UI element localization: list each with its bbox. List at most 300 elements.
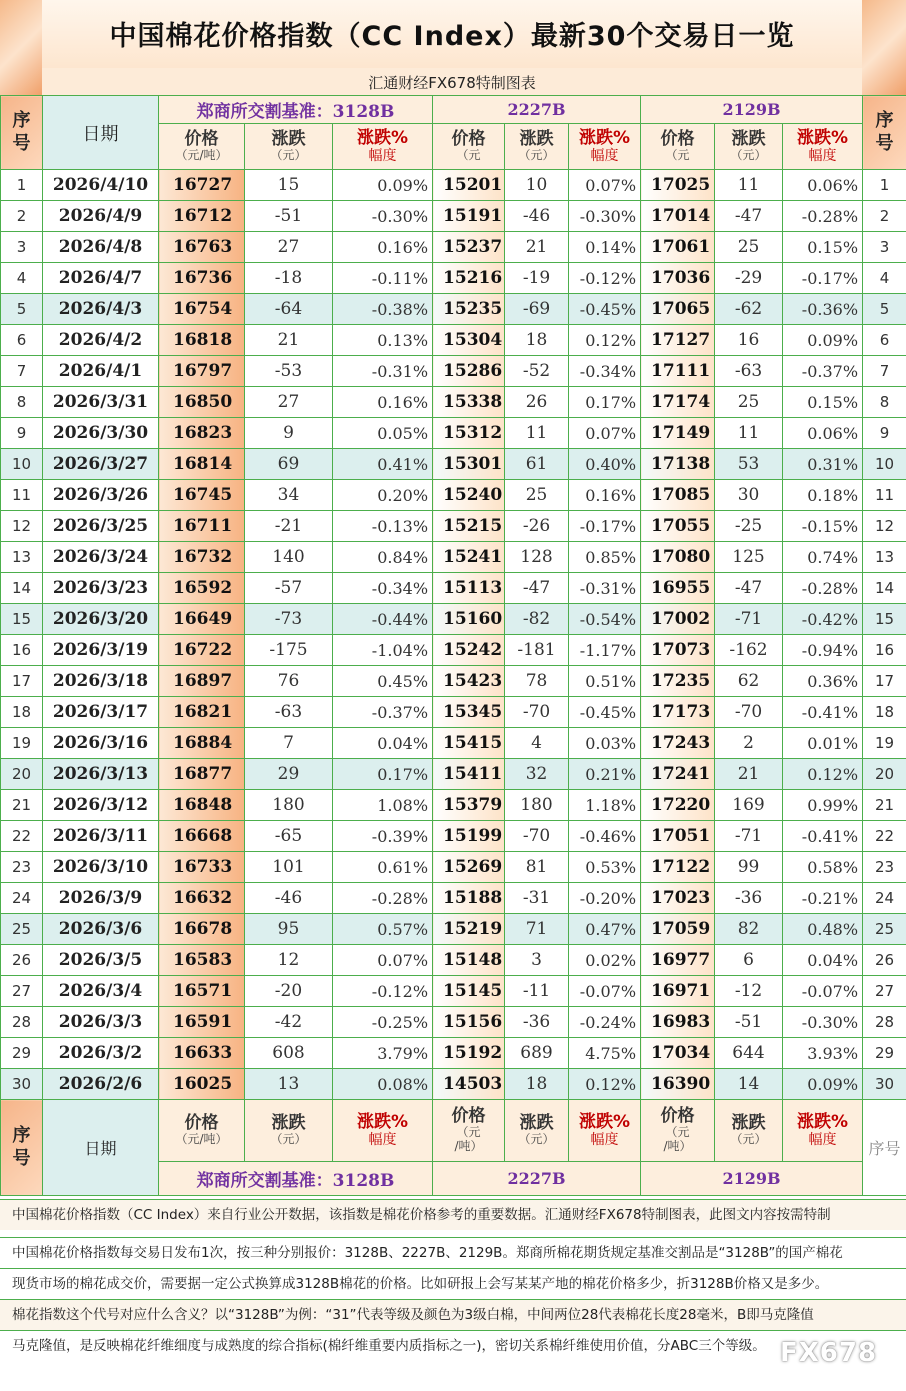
pct-2129b: 0.04% — [783, 945, 863, 976]
change-2227b: 3 — [505, 945, 569, 976]
price-2227b: 15160 — [433, 604, 505, 635]
change-2129b: -29 — [715, 263, 783, 294]
page-title: 中国棉花价格指数（CC Index）最新30个交易日一览 — [109, 21, 795, 52]
price-2129b: 17127 — [641, 325, 715, 356]
pct-3128b: 0.16% — [333, 232, 433, 263]
row-date: 2026/3/12 — [43, 790, 159, 821]
change-2129b: 82 — [715, 914, 783, 945]
change-3128b: 12 — [245, 945, 333, 976]
price-3128b: 16649 — [159, 604, 245, 635]
pct-2129b: -0.41% — [783, 821, 863, 852]
cotton-index-table — [0, 95, 906, 1196]
footer-seq-right: 序号 — [863, 1100, 906, 1196]
pct-2129b: 0.31% — [783, 449, 863, 480]
change-2129b: 21 — [715, 759, 783, 790]
price-3128b: 16583 — [159, 945, 245, 976]
footer-price-2129b: 价格 （元 /吨） — [641, 1100, 715, 1162]
price-2129b: 17241 — [641, 759, 715, 790]
group-header-2129b: 2129B — [641, 96, 863, 124]
pct-3128b: -0.44% — [333, 604, 433, 635]
change-2227b: 25 — [505, 480, 569, 511]
row-seq-right: 30 — [863, 1069, 906, 1100]
row-seq-right: 2 — [863, 201, 906, 232]
price-2129b: 17173 — [641, 697, 715, 728]
change-3128b: 69 — [245, 449, 333, 480]
price-3128b: 16797 — [159, 356, 245, 387]
header-date: 日期 — [43, 96, 159, 170]
pct-3128b: -0.31% — [333, 356, 433, 387]
change-2129b: 644 — [715, 1038, 783, 1069]
change-2227b: 128 — [505, 542, 569, 573]
row-date: 2026/3/27 — [43, 449, 159, 480]
header-change-2227b: 涨跌 （元） — [505, 124, 569, 170]
price-2129b: 17023 — [641, 883, 715, 914]
row-seq: 30 — [1, 1069, 43, 1100]
change-3128b: 7 — [245, 728, 333, 759]
row-date: 2026/4/2 — [43, 325, 159, 356]
change-3128b: 27 — [245, 232, 333, 263]
table-row — [1, 573, 906, 604]
price-2129b: 17220 — [641, 790, 715, 821]
row-seq: 28 — [1, 1007, 43, 1038]
change-2129b: 14 — [715, 1069, 783, 1100]
pct-2129b: -0.30% — [783, 1007, 863, 1038]
price-3128b: 16722 — [159, 635, 245, 666]
pct-3128b: -0.11% — [333, 263, 433, 294]
footer-change-2129b: 涨跌 （元） — [715, 1100, 783, 1162]
price-2129b: 17149 — [641, 418, 715, 449]
pct-2129b: -0.28% — [783, 201, 863, 232]
change-2129b: 11 — [715, 170, 783, 201]
change-2227b: 11 — [505, 418, 569, 449]
footer-group-3128b: 郑商所交割基准：3128B — [159, 1162, 433, 1196]
pct-2227b: 0.14% — [569, 232, 641, 263]
change-2129b: -25 — [715, 511, 783, 542]
price-2227b: 15242 — [433, 635, 505, 666]
row-date: 2026/3/24 — [43, 542, 159, 573]
row-seq-right: 17 — [863, 666, 906, 697]
change-3128b: -46 — [245, 883, 333, 914]
row-seq-right: 22 — [863, 821, 906, 852]
price-2227b: 15415 — [433, 728, 505, 759]
pct-3128b: 0.45% — [333, 666, 433, 697]
change-2129b: -162 — [715, 635, 783, 666]
price-3128b: 16884 — [159, 728, 245, 759]
change-2129b: 11 — [715, 418, 783, 449]
price-2129b: 17065 — [641, 294, 715, 325]
price-2227b: 15215 — [433, 511, 505, 542]
price-2129b: 17061 — [641, 232, 715, 263]
row-date: 2026/4/7 — [43, 263, 159, 294]
table-row — [1, 356, 906, 387]
change-3128b: -63 — [245, 697, 333, 728]
table-row — [1, 294, 906, 325]
change-3128b: 21 — [245, 325, 333, 356]
row-seq-right: 15 — [863, 604, 906, 635]
group-header-2227b: 2227B — [433, 96, 641, 124]
row-seq-right: 13 — [863, 542, 906, 573]
pct-2227b: -0.45% — [569, 294, 641, 325]
price-3128b: 16763 — [159, 232, 245, 263]
row-date: 2026/3/26 — [43, 480, 159, 511]
pct-2129b: 0.58% — [783, 852, 863, 883]
pct-3128b: -0.28% — [333, 883, 433, 914]
row-seq: 4 — [1, 263, 43, 294]
row-seq: 25 — [1, 914, 43, 945]
row-seq-right: 23 — [863, 852, 906, 883]
price-2227b: 15411 — [433, 759, 505, 790]
price-2129b: 16983 — [641, 1007, 715, 1038]
price-2227b: 15216 — [433, 263, 505, 294]
row-seq: 13 — [1, 542, 43, 573]
row-date: 2026/3/18 — [43, 666, 159, 697]
pct-2227b: -1.17% — [569, 635, 641, 666]
price-2227b: 15156 — [433, 1007, 505, 1038]
price-2129b: 17051 — [641, 821, 715, 852]
price-2227b: 15145 — [433, 976, 505, 1007]
pct-3128b: 0.84% — [333, 542, 433, 573]
change-3128b: -51 — [245, 201, 333, 232]
footer-pct-2227b: 涨跌% 幅度 — [569, 1100, 641, 1162]
row-seq: 11 — [1, 480, 43, 511]
footer-pct-2129b: 涨跌% 幅度 — [783, 1100, 863, 1162]
price-2129b: 17034 — [641, 1038, 715, 1069]
change-2129b: 6 — [715, 945, 783, 976]
row-seq-right: 3 — [863, 232, 906, 263]
pct-2129b: -0.42% — [783, 604, 863, 635]
change-2227b: -19 — [505, 263, 569, 294]
change-3128b: 29 — [245, 759, 333, 790]
pct-2227b: -0.45% — [569, 697, 641, 728]
change-2129b: 25 — [715, 387, 783, 418]
price-2227b: 15345 — [433, 697, 505, 728]
price-2227b: 15113 — [433, 573, 505, 604]
row-seq: 10 — [1, 449, 43, 480]
change-2227b: 180 — [505, 790, 569, 821]
table-row — [1, 976, 906, 1007]
subtitle-area — [42, 68, 862, 95]
row-seq: 3 — [1, 232, 43, 263]
price-2227b: 15201 — [433, 170, 505, 201]
change-3128b: 95 — [245, 914, 333, 945]
table-row — [1, 263, 906, 294]
pct-3128b: -0.25% — [333, 1007, 433, 1038]
price-3128b: 16818 — [159, 325, 245, 356]
pct-2129b: -0.28% — [783, 573, 863, 604]
change-3128b: -18 — [245, 263, 333, 294]
price-3128b: 16821 — [159, 697, 245, 728]
pct-2227b: 0.12% — [569, 1069, 641, 1100]
change-2129b: -71 — [715, 821, 783, 852]
price-3128b: 16754 — [159, 294, 245, 325]
pct-3128b: 0.16% — [333, 387, 433, 418]
row-seq: 19 — [1, 728, 43, 759]
change-2227b: -11 — [505, 976, 569, 1007]
price-2129b: 17036 — [641, 263, 715, 294]
pct-2129b: 0.18% — [783, 480, 863, 511]
pct-2227b: 0.51% — [569, 666, 641, 697]
price-2129b: 17235 — [641, 666, 715, 697]
row-date: 2026/3/4 — [43, 976, 159, 1007]
change-3128b: 9 — [245, 418, 333, 449]
pct-2129b: 0.09% — [783, 1069, 863, 1100]
change-2227b: -52 — [505, 356, 569, 387]
change-2227b: 61 — [505, 449, 569, 480]
row-date: 2026/4/1 — [43, 356, 159, 387]
pct-2129b: 0.15% — [783, 387, 863, 418]
price-3128b: 16877 — [159, 759, 245, 790]
change-2227b: 71 — [505, 914, 569, 945]
table-row — [1, 511, 906, 542]
footer-note-1: 中国棉花价格指数（CC Index）来自行业公开数据，该指数是棉花价格参考的重要数据。汇通财经FX678特制图表，此图文内容按需特制 — [0, 1199, 906, 1230]
price-3128b: 16592 — [159, 573, 245, 604]
row-seq-right: 5 — [863, 294, 906, 325]
table-row — [1, 170, 906, 201]
price-2129b: 17122 — [641, 852, 715, 883]
price-3128b: 16727 — [159, 170, 245, 201]
pct-2129b: 0.36% — [783, 666, 863, 697]
change-2227b: -69 — [505, 294, 569, 325]
table-row — [1, 666, 906, 697]
pct-2227b: 0.40% — [569, 449, 641, 480]
pct-3128b: 3.79% — [333, 1038, 433, 1069]
corner-decoration-left — [0, 0, 42, 95]
change-2129b: 125 — [715, 542, 783, 573]
price-2129b: 16977 — [641, 945, 715, 976]
change-2129b: -71 — [715, 604, 783, 635]
row-seq: 17 — [1, 666, 43, 697]
row-seq-right: 4 — [863, 263, 906, 294]
price-3128b: 16633 — [159, 1038, 245, 1069]
price-2129b: 16390 — [641, 1069, 715, 1100]
change-2129b: -62 — [715, 294, 783, 325]
row-seq: 26 — [1, 945, 43, 976]
header-pct-2129b: 涨跌% 幅度 — [783, 124, 863, 170]
header-price-2129b: 价格 （元 — [641, 124, 715, 170]
row-seq-right: 16 — [863, 635, 906, 666]
row-date: 2026/4/8 — [43, 232, 159, 263]
pct-2227b: 0.85% — [569, 542, 641, 573]
pct-2227b: 4.75% — [569, 1038, 641, 1069]
pct-2227b: 0.02% — [569, 945, 641, 976]
pct-3128b: -0.39% — [333, 821, 433, 852]
price-2129b: 17073 — [641, 635, 715, 666]
row-date: 2026/3/23 — [43, 573, 159, 604]
price-3128b: 16668 — [159, 821, 245, 852]
change-2129b: 99 — [715, 852, 783, 883]
row-seq: 23 — [1, 852, 43, 883]
price-3128b: 16733 — [159, 852, 245, 883]
price-2227b: 14503 — [433, 1069, 505, 1100]
pct-2227b: -0.07% — [569, 976, 641, 1007]
pct-3128b: -0.13% — [333, 511, 433, 542]
change-3128b: 101 — [245, 852, 333, 883]
pct-2129b: 0.99% — [783, 790, 863, 821]
price-2129b: 17080 — [641, 542, 715, 573]
change-2129b: 16 — [715, 325, 783, 356]
change-2129b: -12 — [715, 976, 783, 1007]
pct-3128b: 0.08% — [333, 1069, 433, 1100]
pct-3128b: 0.20% — [333, 480, 433, 511]
pct-2129b: 0.12% — [783, 759, 863, 790]
row-date: 2026/3/16 — [43, 728, 159, 759]
row-seq-right: 12 — [863, 511, 906, 542]
row-seq: 14 — [1, 573, 43, 604]
price-2227b: 15338 — [433, 387, 505, 418]
table-row — [1, 418, 906, 449]
table-row — [1, 1038, 906, 1069]
header-price-2227b: 价格 （元 — [433, 124, 505, 170]
row-seq-right: 19 — [863, 728, 906, 759]
price-3128b: 16897 — [159, 666, 245, 697]
change-3128b: 608 — [245, 1038, 333, 1069]
price-2129b: 17055 — [641, 511, 715, 542]
row-seq-right: 21 — [863, 790, 906, 821]
change-2129b: -47 — [715, 573, 783, 604]
header-seq: 序号 — [1, 96, 43, 170]
row-date: 2026/3/2 — [43, 1038, 159, 1069]
row-date: 2026/3/9 — [43, 883, 159, 914]
pct-2227b: 0.21% — [569, 759, 641, 790]
table-row — [1, 232, 906, 263]
row-seq: 12 — [1, 511, 43, 542]
row-seq: 24 — [1, 883, 43, 914]
row-seq: 18 — [1, 697, 43, 728]
row-seq-right: 24 — [863, 883, 906, 914]
row-date: 2026/3/3 — [43, 1007, 159, 1038]
price-3128b: 16745 — [159, 480, 245, 511]
price-2129b: 17243 — [641, 728, 715, 759]
change-2129b: -63 — [715, 356, 783, 387]
price-3128b: 16025 — [159, 1069, 245, 1100]
row-seq-right: 20 — [863, 759, 906, 790]
price-2227b: 15240 — [433, 480, 505, 511]
table-row — [1, 1007, 906, 1038]
row-seq-right: 14 — [863, 573, 906, 604]
change-3128b: 34 — [245, 480, 333, 511]
row-seq: 22 — [1, 821, 43, 852]
pct-2227b: -0.12% — [569, 263, 641, 294]
price-2227b: 15235 — [433, 294, 505, 325]
footer-group-2129b: 2129B — [641, 1162, 863, 1196]
pct-2129b: 0.06% — [783, 418, 863, 449]
table-row — [1, 480, 906, 511]
price-2129b: 17138 — [641, 449, 715, 480]
change-3128b: -64 — [245, 294, 333, 325]
pct-3128b: -0.34% — [333, 573, 433, 604]
footer-note-5: 马克隆值，是反映棉花纤维细度与成熟度的综合指标(棉纤维重要内质指标之一)，密切关系棉纤维使用价值，分ABC三个等级。 — [0, 1330, 906, 1361]
table-row — [1, 728, 906, 759]
pct-2227b: 0.53% — [569, 852, 641, 883]
pct-2129b: 0.48% — [783, 914, 863, 945]
change-2227b: -47 — [505, 573, 569, 604]
row-date: 2026/4/3 — [43, 294, 159, 325]
change-2227b: -82 — [505, 604, 569, 635]
change-3128b: 76 — [245, 666, 333, 697]
change-3128b: 27 — [245, 387, 333, 418]
pct-3128b: 0.05% — [333, 418, 433, 449]
pct-2129b: 0.01% — [783, 728, 863, 759]
row-seq: 29 — [1, 1038, 43, 1069]
price-2227b: 15148 — [433, 945, 505, 976]
change-2227b: -36 — [505, 1007, 569, 1038]
footer-group-2227b: 2227B — [433, 1162, 641, 1196]
row-seq-right: 28 — [863, 1007, 906, 1038]
price-3128b: 16571 — [159, 976, 245, 1007]
price-2227b: 15219 — [433, 914, 505, 945]
header-seq-right: 序号 — [863, 96, 906, 170]
pct-2227b: -0.46% — [569, 821, 641, 852]
change-2129b: -70 — [715, 697, 783, 728]
row-seq: 2 — [1, 201, 43, 232]
price-2227b: 15286 — [433, 356, 505, 387]
change-2129b: -51 — [715, 1007, 783, 1038]
row-seq-right: 18 — [863, 697, 906, 728]
table-row — [1, 883, 906, 914]
table-row — [1, 542, 906, 573]
change-2227b: -70 — [505, 697, 569, 728]
row-seq-right: 1 — [863, 170, 906, 201]
header-pct-2227b: 涨跌% 幅度 — [569, 124, 641, 170]
pct-3128b: 0.61% — [333, 852, 433, 883]
price-3128b: 16712 — [159, 201, 245, 232]
pct-3128b: -0.30% — [333, 201, 433, 232]
change-2227b: -46 — [505, 201, 569, 232]
row-date: 2026/3/19 — [43, 635, 159, 666]
pct-2129b: 3.93% — [783, 1038, 863, 1069]
group-header-3128b: 郑商所交割基准：3128B — [159, 96, 433, 124]
row-seq: 16 — [1, 635, 43, 666]
row-date: 2026/3/10 — [43, 852, 159, 883]
change-2227b: -181 — [505, 635, 569, 666]
footer-pct-3128b: 涨跌% 幅度 — [333, 1100, 433, 1162]
row-seq: 9 — [1, 418, 43, 449]
row-date: 2026/3/17 — [43, 697, 159, 728]
price-3128b: 16591 — [159, 1007, 245, 1038]
price-3128b: 16850 — [159, 387, 245, 418]
pct-2227b: -0.17% — [569, 511, 641, 542]
price-2227b: 15188 — [433, 883, 505, 914]
change-3128b: -21 — [245, 511, 333, 542]
price-3128b: 16678 — [159, 914, 245, 945]
row-seq: 5 — [1, 294, 43, 325]
pct-3128b: 0.09% — [333, 170, 433, 201]
row-seq-right: 11 — [863, 480, 906, 511]
pct-2227b: 0.16% — [569, 480, 641, 511]
price-2129b: 17085 — [641, 480, 715, 511]
row-date: 2026/4/9 — [43, 201, 159, 232]
pct-2129b: -0.94% — [783, 635, 863, 666]
pct-3128b: -0.12% — [333, 976, 433, 1007]
pct-2227b: 0.17% — [569, 387, 641, 418]
row-date: 2026/4/10 — [43, 170, 159, 201]
change-2129b: 169 — [715, 790, 783, 821]
footer-price-2227b: 价格 （元 /吨） — [433, 1100, 505, 1162]
footer-note-4: 棉花指数这个代号对应什么含义？以“3128B”为例：“31”代表等级及颜色为3级白棉，中间两位28代表棉花长度28毫米，B即马克隆值 — [0, 1299, 906, 1330]
row-seq-right: 10 — [863, 449, 906, 480]
table-row — [1, 387, 906, 418]
pct-3128b: 0.57% — [333, 914, 433, 945]
row-seq-right: 25 — [863, 914, 906, 945]
change-3128b: 180 — [245, 790, 333, 821]
change-2129b: 2 — [715, 728, 783, 759]
pct-2129b: 0.06% — [783, 170, 863, 201]
pct-2227b: -0.54% — [569, 604, 641, 635]
row-date: 2026/3/11 — [43, 821, 159, 852]
row-seq-right: 29 — [863, 1038, 906, 1069]
pct-3128b: 0.07% — [333, 945, 433, 976]
header-price-3128b: 价格 （元/吨） — [159, 124, 245, 170]
